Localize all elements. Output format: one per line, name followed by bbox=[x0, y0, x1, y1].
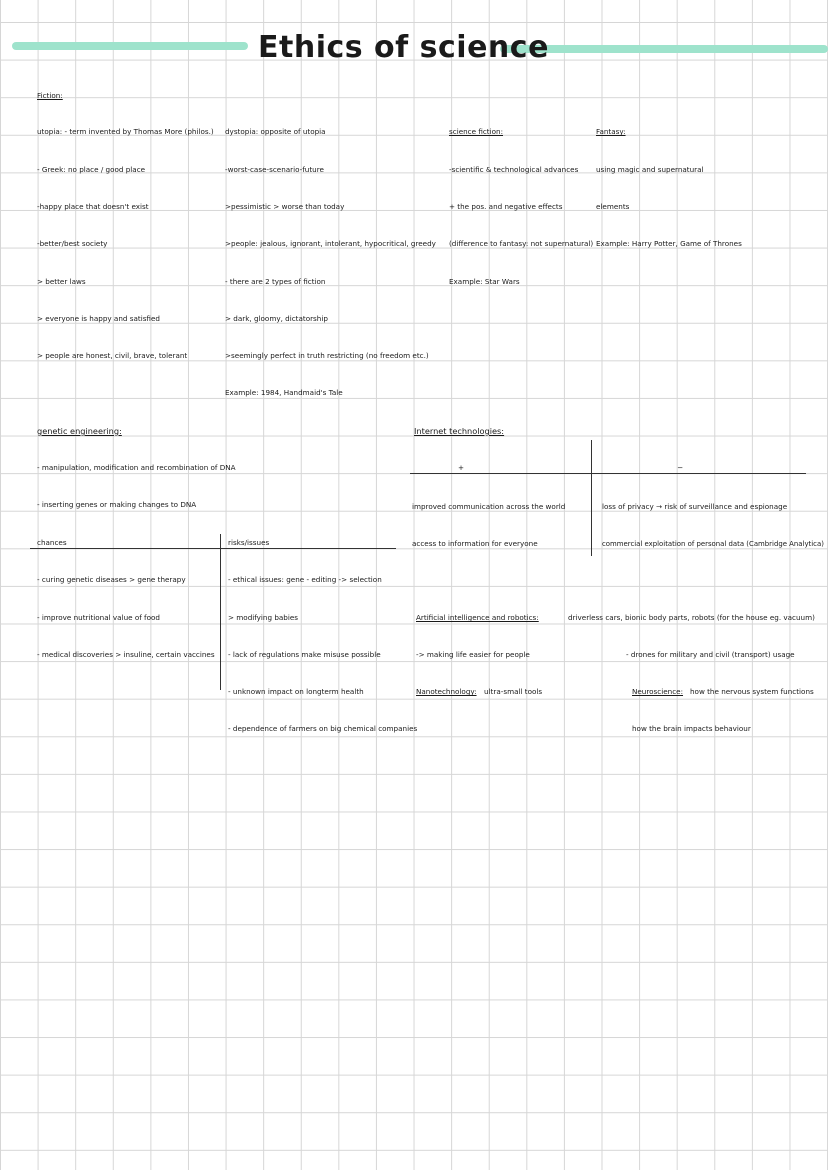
science-fiction-line: -scientific & technological advances bbox=[449, 165, 579, 174]
neuroscience-line: how the brain impacts behaviour bbox=[632, 724, 751, 733]
chance-item: - improve nutritional value of food bbox=[37, 613, 160, 622]
risk-item: - unknown impact on longterm health bbox=[228, 687, 364, 696]
fantasy-heading: Fantasy: bbox=[596, 127, 626, 136]
title-underline-left bbox=[12, 42, 248, 50]
dystopia-line: Example: 1984, Handmaid's Tale bbox=[225, 388, 343, 397]
fantasy-line: using magic and supernatural bbox=[596, 165, 704, 174]
fantasy-line: elements bbox=[596, 202, 630, 211]
internet-separator bbox=[591, 440, 592, 556]
internet-minus-item: loss of privacy → risk of surveillance and espionage bbox=[602, 502, 788, 511]
genetic-line: - manipulation, modification and recombination of DNA bbox=[37, 463, 236, 472]
dystopia-line: dystopia: opposite of utopia bbox=[225, 127, 326, 136]
science-fiction-heading: science fiction: bbox=[449, 127, 503, 136]
page-title: Ethics of science bbox=[258, 30, 549, 65]
dystopia-line: >pessimistic > worse than today bbox=[225, 202, 345, 211]
internet-minus-label: − bbox=[677, 463, 684, 472]
utopia-line: > people are honest, civil, brave, tolerant bbox=[37, 351, 188, 360]
ai-label: Artificial intelligence and robotics: bbox=[416, 613, 539, 622]
internet-plus-label: + bbox=[458, 463, 465, 472]
chances-risks-divider bbox=[30, 548, 396, 549]
utopia-line: -happy place that doesn't exist bbox=[37, 202, 149, 211]
chances-heading: chances bbox=[37, 538, 67, 547]
dystopia-line: >seemingly perfect in truth restricting (no freedom etc.) bbox=[225, 351, 429, 360]
chance-item: - medical discoveries > insuline, certain vaccines bbox=[37, 650, 215, 659]
chance-item: - curing genetic diseases > gene therapy bbox=[37, 575, 186, 584]
internet-minus-item: commercial exploitation of personal data (Cambridge Analytica) bbox=[602, 539, 824, 548]
utopia-line: utopia: - term invented by Thomas More (philos.) bbox=[37, 127, 214, 136]
ai-line: -> making life easier for people bbox=[416, 650, 530, 659]
genetic-engineering-heading: genetic engineering: bbox=[37, 426, 122, 436]
internet-plus-item: access to information for everyone bbox=[412, 539, 538, 548]
nanotechnology-label: Nanotechnology: bbox=[416, 687, 477, 696]
risk-item: > modifying babies bbox=[228, 613, 299, 622]
internet-heading: Internet technologies: bbox=[414, 426, 505, 436]
ai-text: driverless cars, bionic body parts, robots (for the house eg. vacuum) bbox=[568, 613, 815, 622]
ai-line: - drones for military and civil (transport) usage bbox=[626, 650, 795, 659]
neuroscience-text: how the nervous system functions bbox=[690, 687, 814, 696]
risks-heading: risks/issues bbox=[228, 538, 270, 547]
nanotechnology-text: ultra-small tools bbox=[484, 687, 543, 696]
fantasy-line: Example: Harry Potter, Game of Thrones bbox=[596, 239, 742, 248]
dystopia-line: > dark, gloomy, dictatorship bbox=[225, 314, 328, 323]
utopia-line: > better laws bbox=[37, 277, 86, 286]
utopia-line: -better/best society bbox=[37, 239, 108, 248]
internet-divider bbox=[410, 473, 806, 474]
neuroscience-label: Neuroscience: bbox=[632, 687, 684, 696]
science-fiction-line: (difference to fantasy: not supernatural) bbox=[449, 239, 594, 248]
risk-item: - dependence of farmers on big chemical companies bbox=[228, 724, 418, 733]
risk-item: - lack of regulations make misuse possible bbox=[228, 650, 381, 659]
utopia-line: > everyone is happy and satisfied bbox=[37, 314, 160, 323]
science-fiction-line: Example: Star Wars bbox=[449, 277, 520, 286]
risk-item: - ethical issues: gene - editing -> selection bbox=[228, 575, 382, 584]
science-fiction-line: + the pos. and negative effects bbox=[449, 202, 563, 211]
dystopia-line: - there are 2 types of fiction bbox=[225, 277, 326, 286]
title-underline-right bbox=[500, 45, 828, 53]
dystopia-line: >people: jealous, ignorant, intolerant, hypocritical, greedy bbox=[225, 239, 436, 248]
dystopia-line: -worst-case-scenario-future bbox=[225, 165, 324, 174]
genetic-line: - inserting genes or making changes to DNA bbox=[37, 500, 197, 509]
chances-risks-separator bbox=[220, 534, 221, 690]
fiction-heading: Fiction: bbox=[37, 91, 63, 100]
internet-plus-item: improved communication across the world bbox=[412, 502, 566, 511]
utopia-line: - Greek: no place / good place bbox=[37, 165, 146, 174]
